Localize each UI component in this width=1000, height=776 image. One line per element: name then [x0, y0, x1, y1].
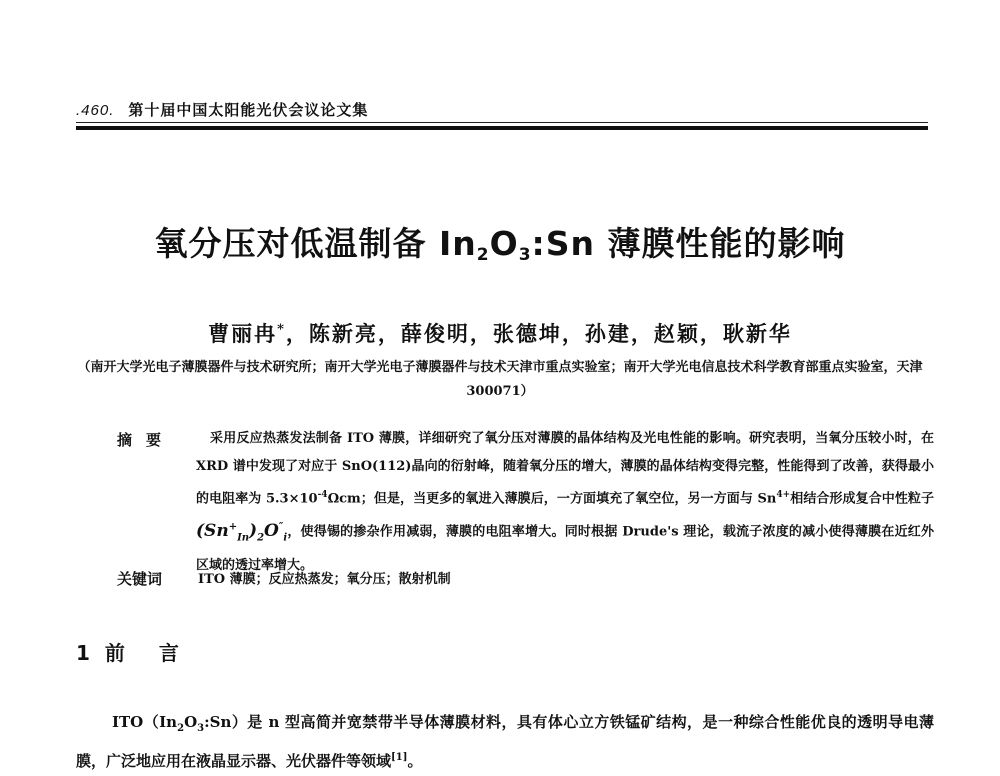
title-part: 氧分压对低温制备 In — [154, 224, 477, 263]
citation-ref[interactable]: [1] — [391, 752, 408, 763]
title-part: :Sn 薄膜性能的影响 — [531, 224, 846, 263]
abstract-exponent: -4 — [317, 490, 328, 500]
ion-count: 2 — [257, 532, 265, 544]
author-list — [0, 318, 1000, 348]
running-header — [76, 99, 368, 120]
body-part: :Sn）是 n 型高简并宽禁带半导体薄膜材料，具有体心立方铁锰矿结构，是一种综合性能优良的透明导电薄膜，广泛地应用在液晶显示器、光伏器件等领域 — [76, 713, 934, 770]
ion-part: (Sn — [196, 520, 229, 541]
section-title-part: 前 — [104, 641, 129, 665]
title-subscript: 3 — [518, 245, 532, 265]
header-rule-thin — [76, 122, 928, 123]
ion-site: i — [283, 532, 288, 544]
section-number: 1 — [76, 641, 94, 665]
journal-title: 第十届中国太阳能光伏会议论文集 — [128, 101, 369, 119]
body-part: ITO（In — [112, 713, 178, 731]
abstract-part: Ωcm；但是，当更多的氧进入薄膜后，一方面填充了氧空位，另一方面与 Sn — [327, 491, 777, 507]
ion-part: ) — [249, 520, 258, 541]
abstract-text — [196, 425, 934, 580]
section-heading — [76, 637, 183, 666]
body-subscript: 3 — [197, 723, 205, 734]
ion-charge: + — [228, 521, 238, 533]
title-part: O — [489, 224, 519, 263]
keywords-text: ITO 薄膜；反应热蒸发；氧分压；散射机制 — [198, 572, 451, 587]
author-first: 曹丽冉 — [208, 321, 278, 346]
author-rest: ，陈新亮，薛俊明，张德坤，孙建，赵颖，耿新华 — [285, 321, 792, 346]
affiliation: （南开大学光电子薄膜器件与技术研究所；南开大学光电子薄膜器件与技术天津市重点实验室；南开大学光电信息技术科学教育部重点实验室，天津 300071） — [77, 360, 923, 399]
abstract-exponent: 4+ — [776, 490, 791, 500]
title-subscript: 2 — [476, 245, 490, 265]
corresponding-mark: * — [277, 322, 286, 337]
body-part: O — [184, 713, 198, 731]
ion-part: O — [264, 520, 279, 541]
ion-site: In — [237, 532, 250, 544]
abstract-label: 摘要 — [117, 431, 176, 449]
header-rule-thick — [76, 126, 928, 130]
page-number: .460. — [76, 102, 115, 119]
keywords-label: 关键词 — [117, 570, 163, 588]
abstract-part: 相结合形成复合中性粒子 — [790, 491, 934, 507]
abstract-part: 采用反应热蒸发法制备 ITO 薄膜，详细研究了氧分压对薄膜的晶体结构及光电性能的影响。研究表明，当氧分压较小时，在 XRD 谱中发现了对应于 SnO(112)晶向的衍射峰，随着氧分压的增大，薄膜的晶体结构变得完整，性能得到了改善，获得最小的电阻率为 5.3×10 — [196, 431, 934, 507]
body-paragraph — [76, 708, 934, 776]
section-title-part: 言 — [158, 641, 183, 665]
body-subscript: 2 — [177, 723, 185, 734]
paper-title — [0, 218, 1000, 265]
ion-charge: ″ — [278, 521, 284, 533]
abstract-part: ，使得锡的掺杂作用减弱，薄膜的电阻率增大。同时根据 Drude's 理论，载流子浓度的减小使得薄膜在近红外区域的透过率增大。 — [196, 524, 934, 574]
defect-complex — [196, 520, 288, 544]
body-part: 。 — [407, 752, 423, 770]
